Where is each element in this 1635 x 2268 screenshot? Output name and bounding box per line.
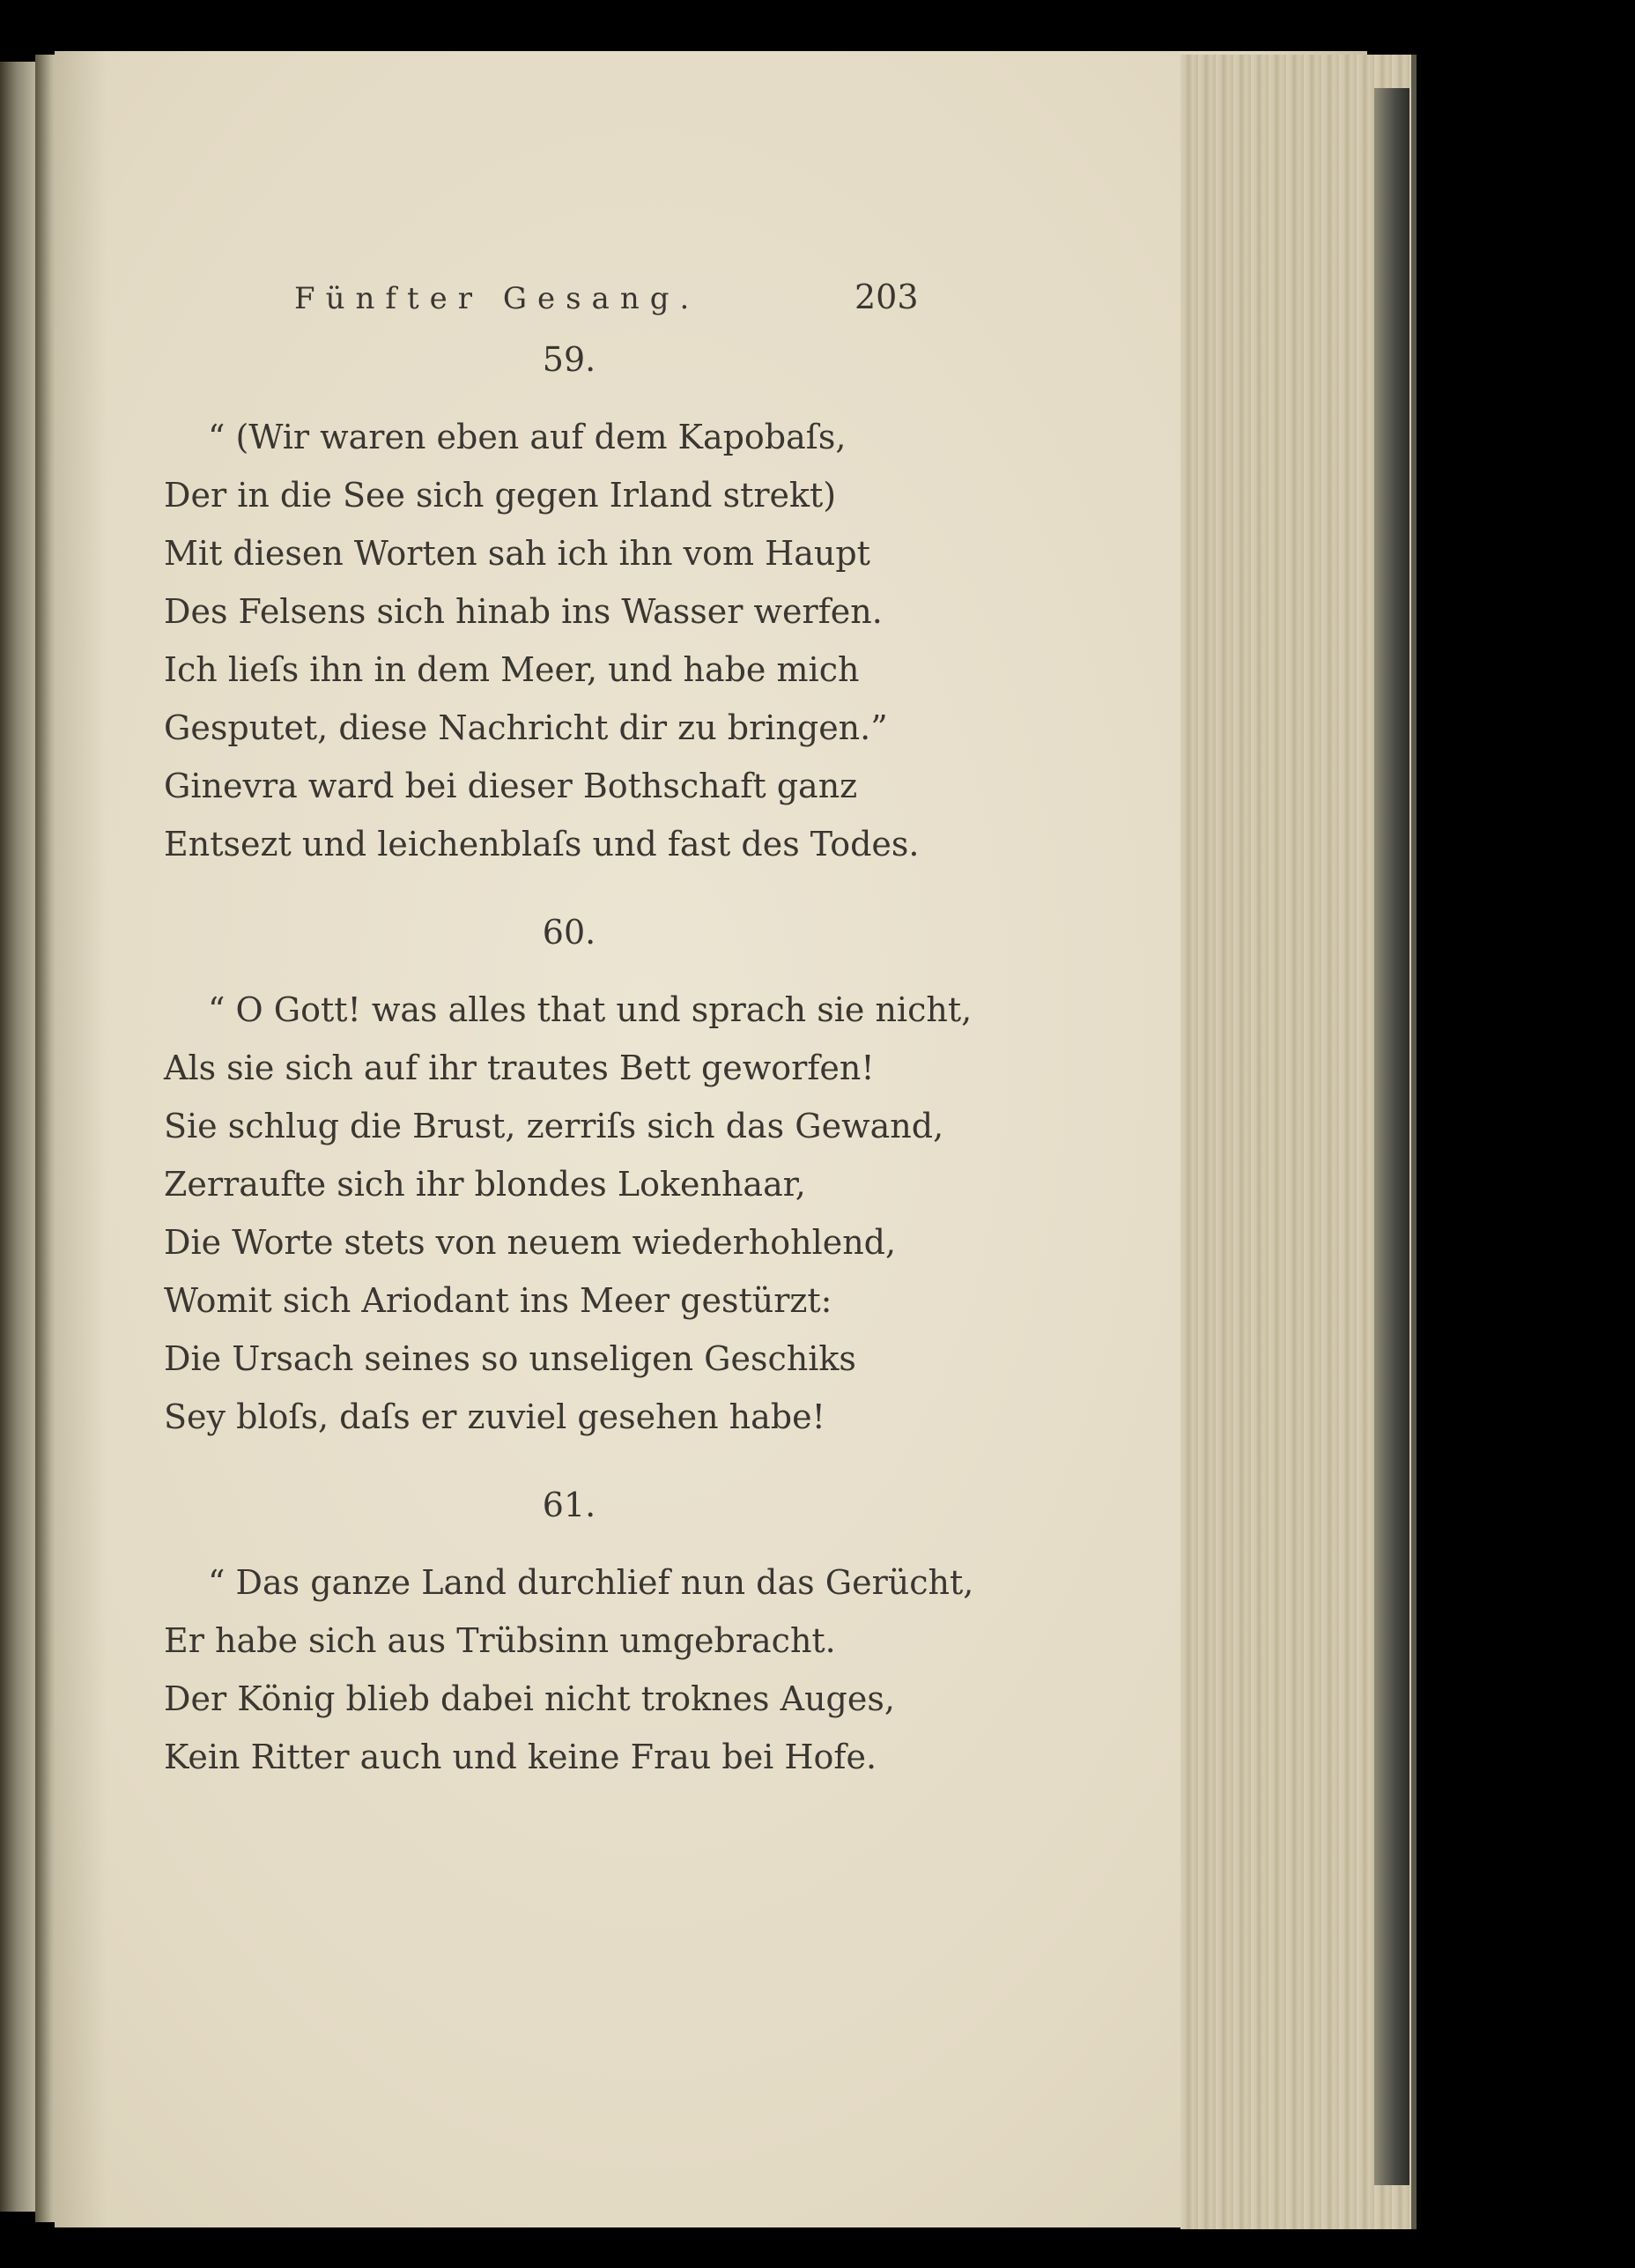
verse-line: “ (Wir waren eben auf dem Kapobaſs, [208, 418, 847, 456]
stanza-number: 60. [542, 913, 596, 952]
stanza-number: 61. [542, 1486, 596, 1524]
verse-line: “ O Gott! was alles that und sprach sie nicht, [208, 990, 973, 1029]
verse-line: Ginevra ward bei dieser Bothschaft ganz [164, 767, 858, 805]
verse-line: Gesputet, diese Nachricht dir zu bringen.” [164, 708, 888, 747]
stanza-59 [164, 330, 939, 873]
verse-line: Zerraufte sich ihr blondes Lokenhaar, [164, 1165, 806, 1204]
verse-line: Des Felsens sich hinab ins Wasser werfen. [164, 592, 883, 631]
verse-line: Mit diesen Worten sah ich ihn vom Haupt [164, 534, 870, 573]
verse-line: Womit sich Ariodant ins Meer gestürzt: [164, 1281, 832, 1320]
page-number: 203 [854, 278, 919, 316]
verse-line: Die Ursach seines so unseligen Geschiks [164, 1339, 856, 1378]
page-text [164, 269, 974, 1816]
verse-line: Der König blieb dabei nicht troknes Auges, [164, 1679, 895, 1718]
verse-line: Ich lieſs ihn in dem Meer, und habe mich [164, 650, 860, 689]
verse-line: Der in die See sich gegen Irland strekt) [164, 476, 837, 515]
stanza-number: 59. [542, 340, 596, 379]
book-cover-edge [1374, 88, 1409, 2185]
verse-line: “ Das ganze Land durchlief nun das Gerücht, [208, 1563, 974, 1602]
verse-line: Er habe sich aus Trübsinn umgebracht. [164, 1621, 836, 1660]
stanza-61 [164, 1476, 974, 1786]
verse-line: Die Worte stets von neuem wiederhohlend, [164, 1223, 897, 1262]
page-header [164, 269, 939, 330]
running-head: Fünfter Gesang. [294, 281, 700, 316]
verse-line: Als sie sich auf ihr trautes Bett geworfen! [164, 1049, 875, 1087]
verse-line: Entsezt und leichenblaſs und fast des Todes. [164, 825, 920, 863]
verse-line: Kein Ritter auch und keine Frau bei Hofe. [164, 1738, 877, 1776]
verse-line: Sie schlug die Brust, zerriſs sich das Gewand, [164, 1107, 944, 1145]
verse-line: Sey bloſs, daſs er zuviel gesehen habe! [164, 1397, 825, 1436]
stanza-60 [164, 903, 973, 1446]
